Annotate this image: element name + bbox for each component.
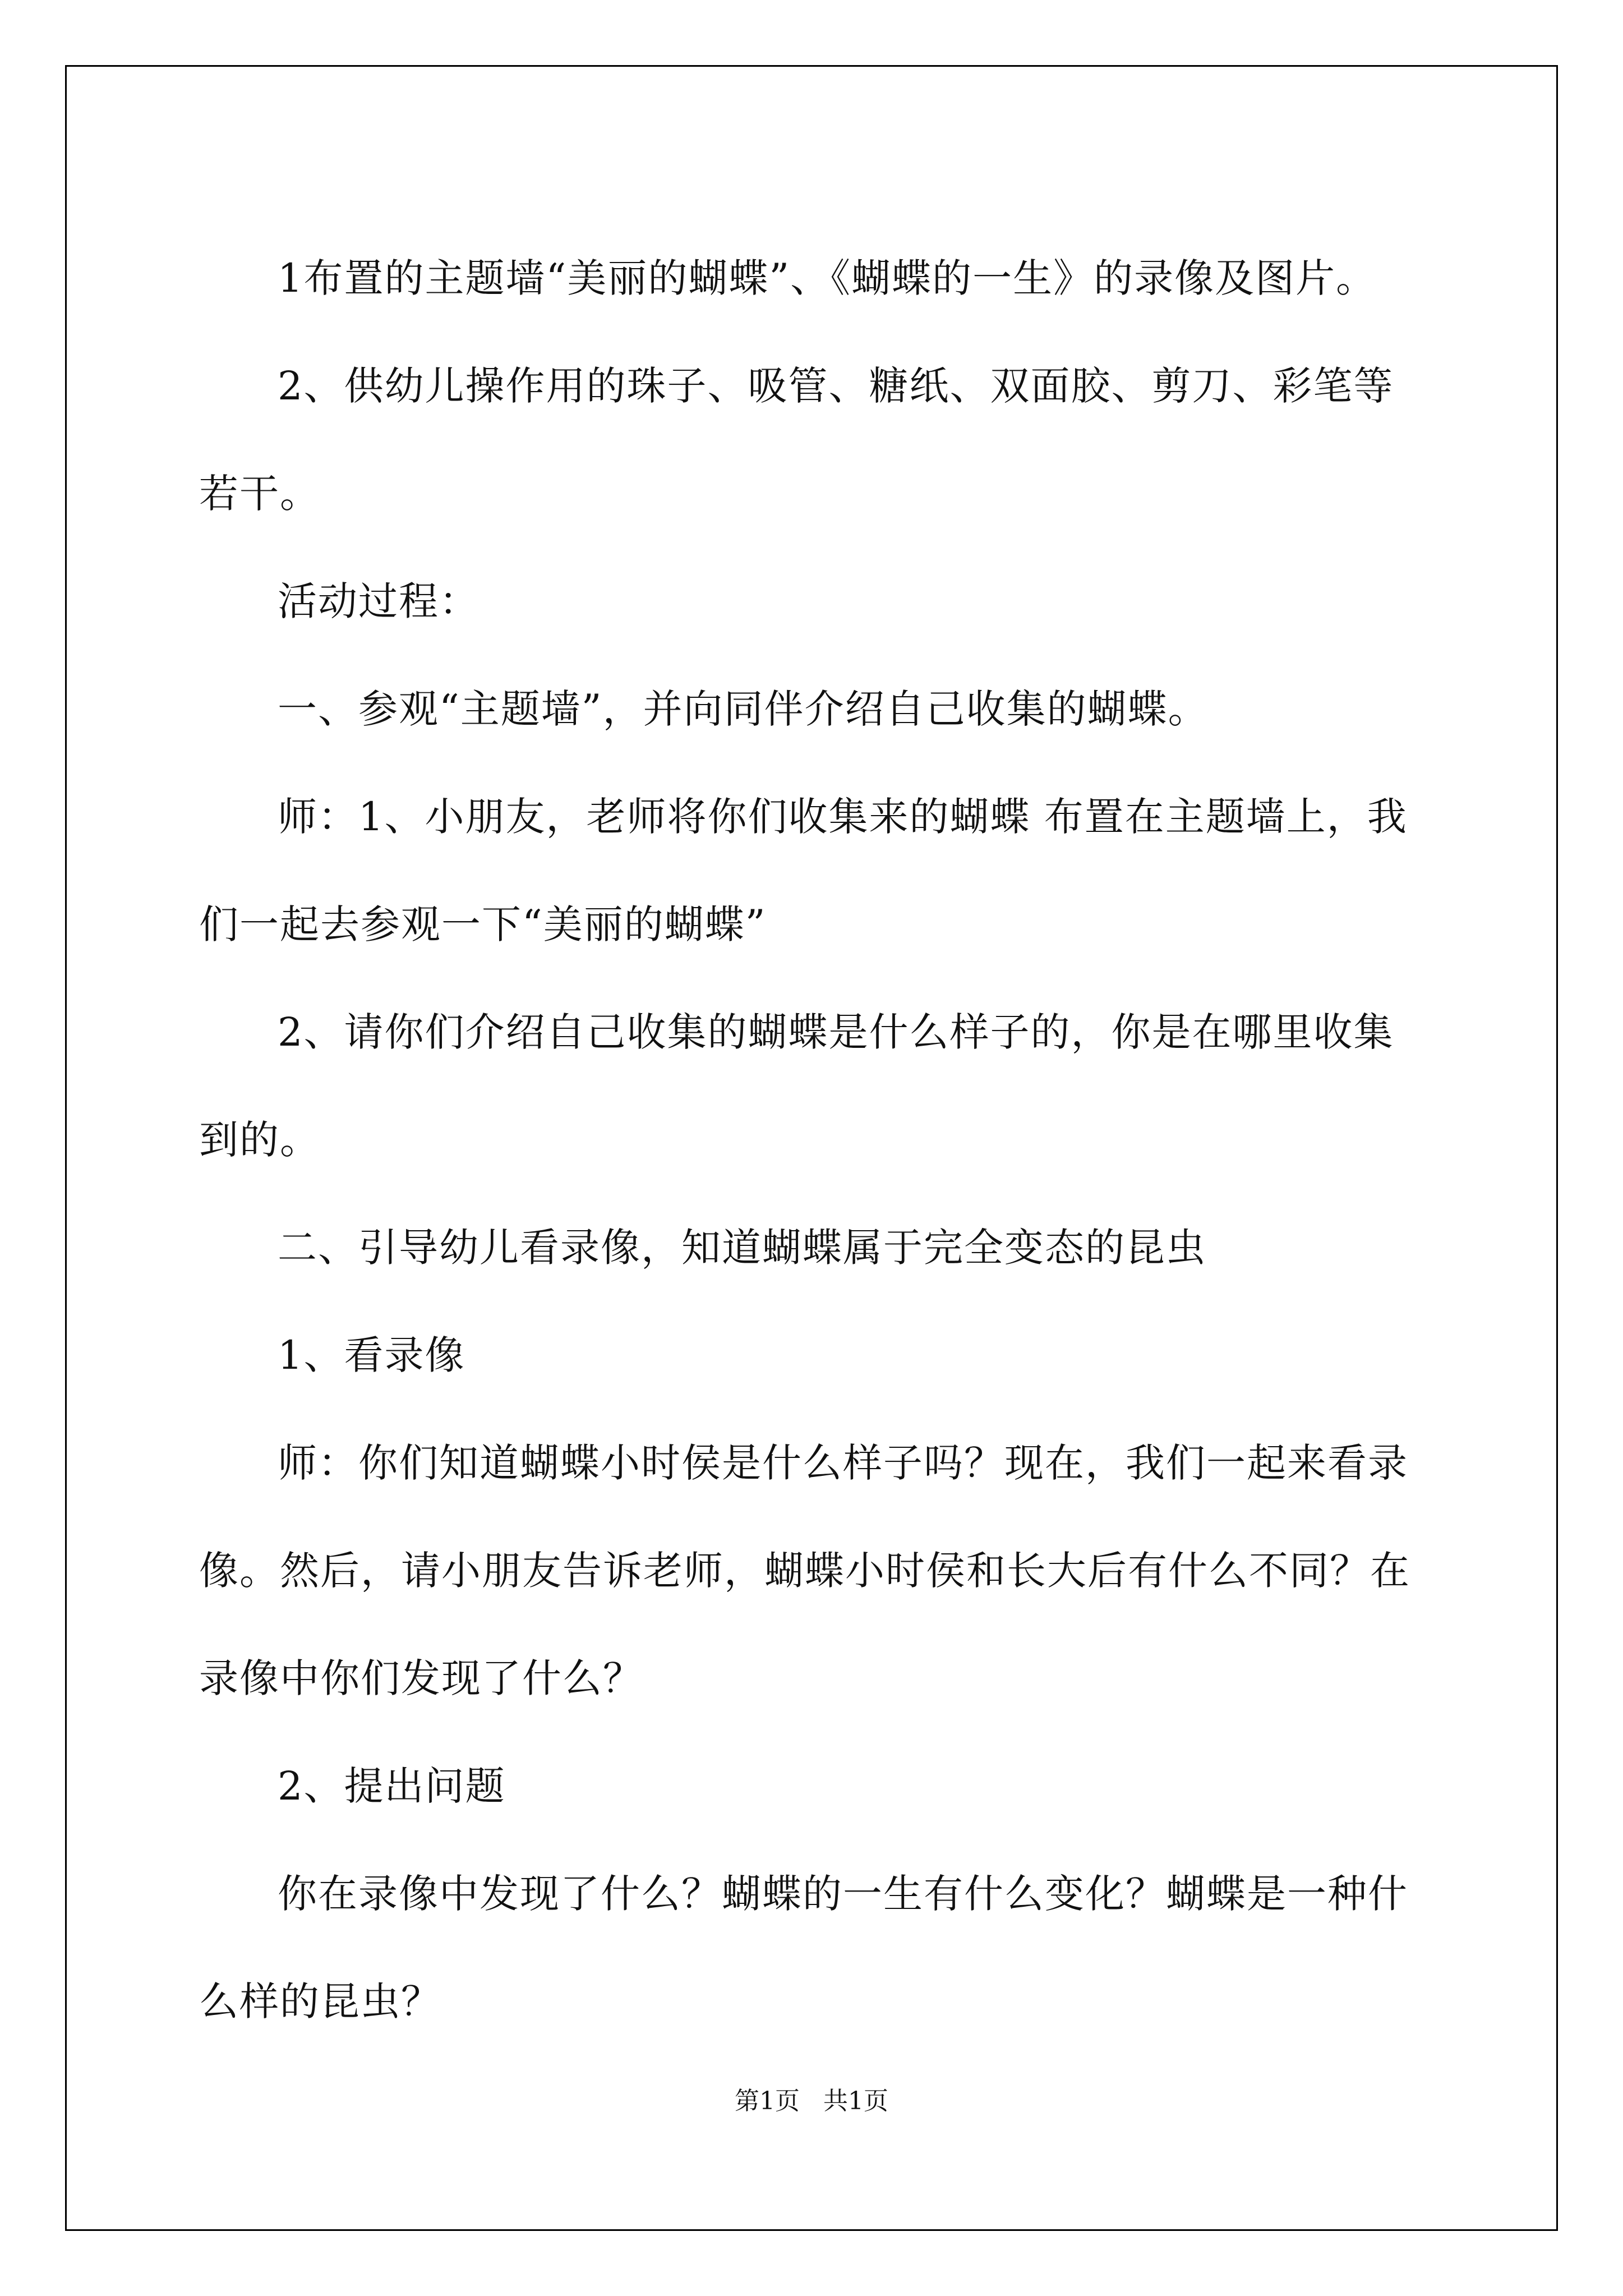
paragraph-activity-heading: 活动过程： — [278, 578, 479, 624]
paragraph-step-2: 二、引导幼儿看录像，知道蝴蝶属于完全变态的昆虫 — [278, 1225, 1206, 1271]
paragraph-materials-1: 1布置的主题墙“美丽的蝴蝶”、《蝴蝶的一生》的录像及图片。 — [278, 255, 1377, 301]
paragraph-step-1: 一、参观“主题墙”，并向同伴介绍自己收集的蝴蝶。 — [278, 686, 1209, 732]
document-body — [199, 224, 1433, 2055]
paragraph-ask-questions: 2、提出问题 — [278, 1763, 506, 1809]
paragraph-teacher-1: 师：1、小朋友，老师将你们收集来的蝴蝶 布置在主题墙上，我们一起去参观一下“美丽的蝴蝶” — [199, 794, 1408, 947]
paragraph-questions: 你在录像中发现了什么？蝴蝶的一生有什么变化？蝴蝶是一种什么样的昆虫？ — [199, 1871, 1408, 2024]
page-number-footer: 第1页 共1页 — [735, 2087, 888, 2115]
paragraph-teacher-3: 师：你们知道蝴蝶小时侯是什么样子吗？现在，我们一起来看录像。然后，请小朋友告诉老师，蝴蝶小时侯和长大后有什么不同？在录像中你们发现了什么？ — [199, 1440, 1410, 1701]
paragraph-teacher-2: 2、请你们介绍自己收集的蝴蝶是什么样子的，你是在哪里收集到的。 — [199, 1009, 1394, 1163]
paragraph-watch-video: 1、看录像 — [278, 1332, 465, 1378]
paragraph-materials-2: 2、供幼儿操作用的珠子、吸管、糖纸、双面胶、剪刀、彩笔等若干。 — [199, 363, 1394, 517]
